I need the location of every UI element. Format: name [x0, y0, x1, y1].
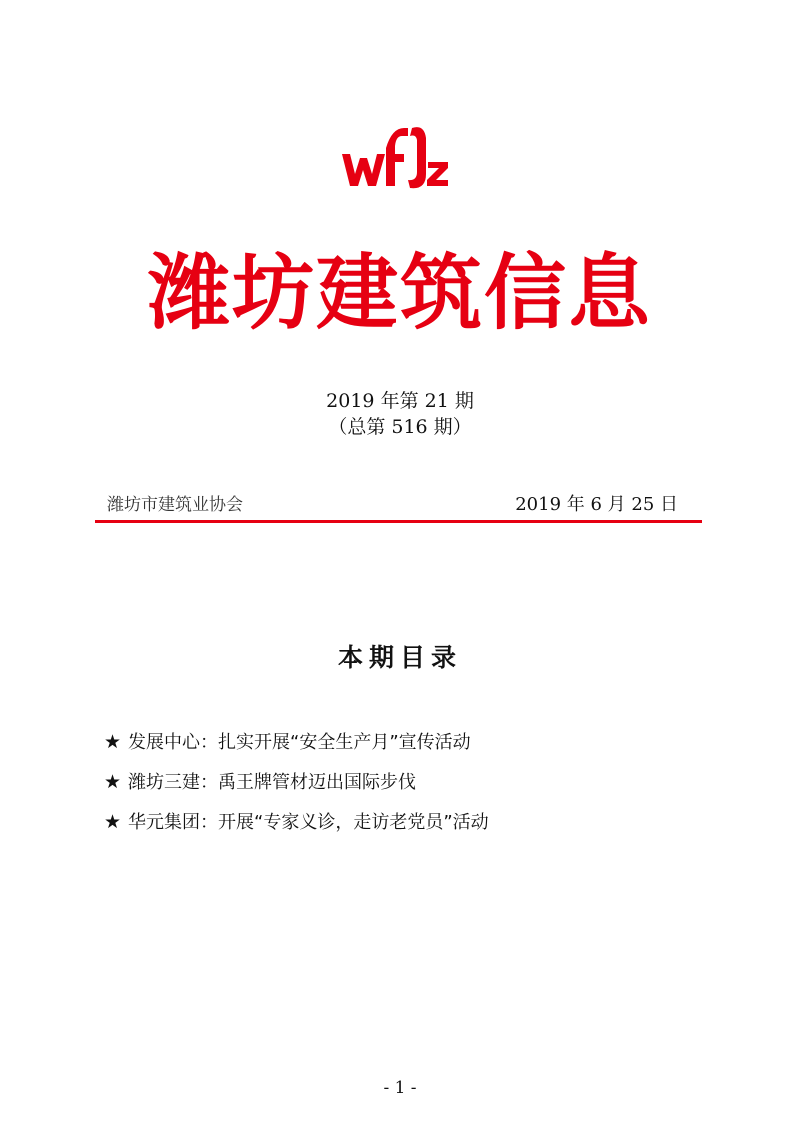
header-divider: [95, 520, 702, 523]
star-icon: ★: [104, 731, 122, 753]
toc-item-text: 华元集团：开展“专家义诊，走访老党员”活动: [128, 812, 489, 833]
star-icon: ★: [104, 771, 122, 793]
toc-item[interactable]: [104, 726, 489, 766]
page-number: - 1 -: [383, 1078, 417, 1098]
publish-date: 2019 年 6 月 25 日: [515, 494, 678, 515]
toc-item[interactable]: [104, 806, 489, 846]
toc-item[interactable]: [104, 766, 489, 806]
star-icon: ★: [104, 811, 122, 833]
logo-letter-f: [386, 128, 408, 186]
publisher-name: 潍坊市建筑业协会: [107, 495, 243, 515]
logo-letter-w: [342, 154, 385, 186]
wfjz-logo-graphic: [340, 118, 450, 198]
masthead-title: 潍坊建筑信息: [147, 245, 652, 341]
logo-letter-z: [427, 162, 448, 186]
wfjz-logo-icon: [340, 118, 450, 198]
issue-total-number: （总第 516 期）: [328, 416, 472, 438]
toc-item-text: 潍坊三建：禹王牌管材迈出国际步伐: [128, 772, 416, 793]
toc-item-text: 发展中心：扎实开展“安全生产月”宣传活动: [128, 732, 471, 753]
issue-number: 2019 年第 21 期: [326, 390, 474, 412]
logo-letter-j: [408, 127, 426, 188]
toc-list: [104, 726, 489, 846]
toc-heading: 本期目录: [337, 643, 462, 672]
